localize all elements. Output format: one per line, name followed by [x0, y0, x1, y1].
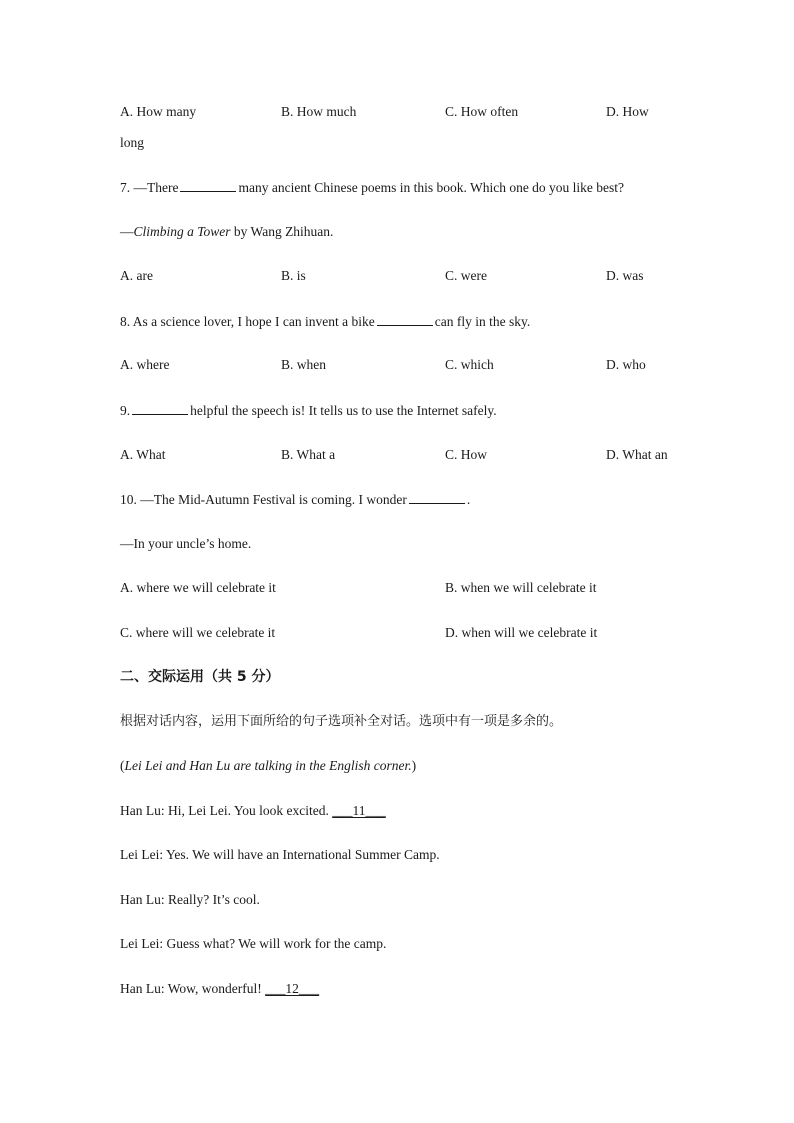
q7-reply	[120, 224, 333, 240]
q9-stem-after: helpful the speech is! It tells us to use the Internet safely.	[190, 403, 497, 418]
dialogue-text: Han Lu: Really? It’s cool.	[120, 892, 260, 907]
q8-option-a: A. where	[120, 357, 170, 372]
q7-reply-dash: —	[120, 224, 134, 239]
q6-option-a: A. How many	[120, 104, 197, 119]
dialogue-text: Han Lu: Hi, Lei Lei. You look excited.	[120, 803, 333, 818]
scene-close-paren: )	[411, 758, 417, 773]
q8-option-b: B. when	[281, 357, 326, 372]
q9-option-d: D. What an	[606, 447, 668, 462]
dialogue-line	[120, 981, 319, 997]
q8-option-d: D. who	[606, 357, 646, 372]
q7-reply-title: Climbing a Tower	[133, 224, 231, 239]
q6-option-b: B. How much	[281, 104, 357, 119]
q10-reply: —In your uncle’s home.	[120, 536, 252, 551]
answer-blank	[409, 491, 465, 504]
dialogue-line	[120, 936, 386, 952]
answer-blank	[180, 179, 236, 192]
q6-option-d: D. How	[606, 104, 649, 119]
scene-open-paren: (	[120, 758, 125, 773]
dialogue-text: Han Lu: Wow, wonderful!	[120, 981, 266, 996]
q9-option-c: C. How	[445, 447, 488, 462]
dialogue-line	[120, 803, 386, 819]
q6-option-d-wrap: long	[120, 135, 145, 150]
dialogue-text: Lei Lei: Yes. We will have an International Summer Camp.	[120, 847, 440, 862]
q7-option-a: A. are	[120, 268, 153, 283]
q9-stem	[120, 402, 497, 419]
q7-stem-before: 7. —There	[120, 180, 179, 195]
q10-stem	[120, 491, 470, 508]
numbered-blank: ___11___	[332, 803, 386, 818]
q8-stem-before: 8. As a science lover, I hope I can invent a bike	[120, 314, 375, 329]
answer-blank	[377, 313, 433, 326]
answer-blank	[132, 402, 188, 415]
q10-option-d: D. when will we celebrate it	[445, 625, 598, 640]
q8-option-c: C. which	[445, 357, 494, 372]
q9-option-b: B. What a	[281, 447, 336, 462]
q7-option-d: D. was	[606, 268, 644, 283]
section-instruction: 根据对话内容，运用下面所给的句子选项补全对话。选项中有一项是多余的。	[120, 714, 563, 729]
q7-option-c: C. were	[445, 268, 487, 283]
section-heading: 二、交际运用（共 5 分）	[120, 669, 280, 685]
dialogue-text: Lei Lei: Guess what? We will work for the camp.	[120, 936, 387, 951]
q10-option-b: B. when we will celebrate it	[445, 580, 597, 595]
q8-stem	[120, 313, 530, 330]
numbered-blank: ___12___	[265, 981, 320, 996]
q7-reply-after: by Wang Zhihuan.	[230, 224, 334, 239]
q6-option-c: C. How often	[445, 104, 519, 119]
dialogue-line	[120, 892, 260, 908]
q10-stem-before: 10. —The Mid-Autumn Festival is coming. I wonder	[120, 492, 407, 507]
q10-stem-after: .	[466, 492, 471, 507]
q10-option-a: A. where we will celebrate it	[120, 580, 276, 595]
q9-option-a: A. What	[120, 447, 166, 462]
q7-stem-after: many ancient Chinese poems in this book. Which one do you like best?	[238, 180, 625, 195]
scene-text: Lei Lei and Han Lu are talking in the English corner.	[124, 758, 412, 773]
scene-description	[120, 758, 416, 774]
q9-stem-before: 9.	[120, 403, 131, 418]
q7-option-b: B. is	[281, 268, 306, 283]
q7-stem	[120, 179, 624, 196]
q8-stem-after: can fly in the sky.	[434, 314, 531, 329]
dialogue-line	[120, 847, 440, 863]
q10-option-c: C. where will we celebrate it	[120, 625, 276, 640]
